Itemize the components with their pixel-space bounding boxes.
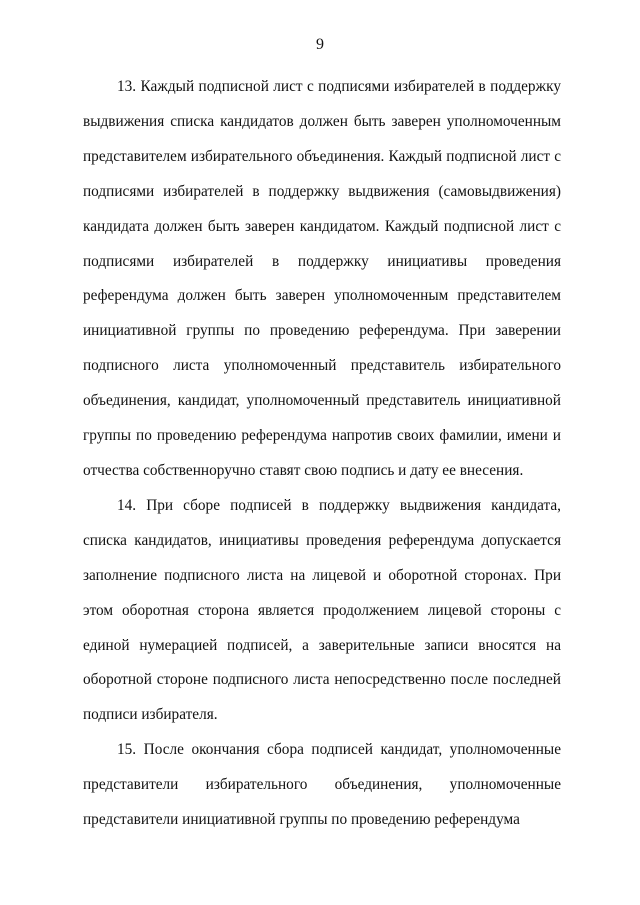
page-number: 9 [316, 36, 324, 53]
paragraph-15: 15. После окончания сбора подписей кандидат, уполномоченные представители избирательного объединения, уполномоченные представители инициативной группы по проведению референдума [83, 741, 561, 829]
document-body [83, 70, 561, 838]
paragraph-13: 13. Каждый подписной лист с подписями избирателей в поддержку выдвижения списка кандидатов должен быть заверен уполномоченным представителем избирательного объединения. Каждый подписной лист с подписями избирателей в поддержку выдвижения (самовыдвижения) кандидата должен быть заверен кандидатом. Каждый подписной лист с подписями избирателей в поддержку инициативы проведения референдума должен быть заверен уполномоченным представителем инициативной группы по проведению референдума. При заверении подписного листа уполномоченный представитель избирательного объединения, кандидат, уполномоченный представитель инициативной группы по проведению референдума напротив своих фамилии, имени и отчества собственноручно ставят свою подпись и дату ее внесения. [83, 78, 561, 479]
paragraph-14: 14. При сборе подписей в поддержку выдвижения кандидата, списка кандидатов, инициативы проведения референдума допускается заполнение подписного листа на лицевой и оборотной сторонах. При этом оборотная сторона является продолжением лицевой стороны с единой нумерацией подписей, а заверительные записи вносятся на оборотной стороне подписного листа непосредственно после последней подписи избирателя. [83, 496, 561, 724]
